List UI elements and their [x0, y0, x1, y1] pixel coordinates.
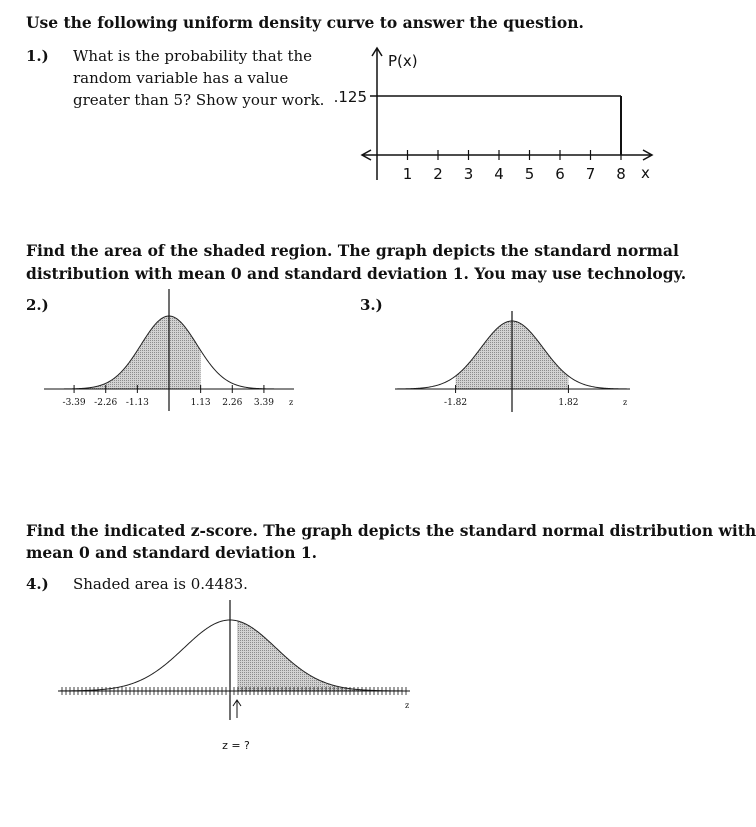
- q2-tick-label: -1.13: [125, 398, 149, 408]
- uniform-x-tick-label: 3: [463, 165, 474, 183]
- uniform-y-label: P(x): [388, 52, 418, 70]
- section2-instruction-line-1: Find the area of the shaded region. The graph depicts the standard normal: [26, 241, 679, 260]
- uniform-x-tick-label: 4: [494, 165, 504, 183]
- question-1-line-3: greater than 5? Show your work.: [73, 91, 325, 109]
- q2-tick-label: 3.39: [253, 398, 274, 408]
- section3-instruction-line-2: mean 0 and standard deviation 1.: [26, 543, 318, 562]
- section2-instruction-line-2: distribution with mean 0 and standard deviation 1. You may use technology.: [26, 264, 687, 283]
- uniform-x-tick-label: 5: [524, 165, 535, 183]
- uniform-y-value-label: .125: [333, 88, 367, 106]
- question-4-number: 4.): [26, 575, 49, 593]
- q2-tick-label: -3.39: [62, 398, 86, 408]
- q3-axis-label: z: [623, 398, 628, 407]
- uniform-x-tick-label: 7: [585, 165, 596, 183]
- q4-normal-curve: [60, 620, 405, 691]
- uniform-x-tick-label: 8: [616, 165, 626, 183]
- uniform-x-tick-label: 2: [433, 165, 443, 183]
- q3-tick-label: -1.82: [444, 398, 468, 408]
- q2-axis-label: z: [289, 398, 294, 407]
- uniform-x-tick-label: 1: [402, 165, 413, 183]
- question-1-number: 1.): [26, 47, 49, 65]
- question-1-line-1: What is the probability that the: [73, 47, 313, 65]
- q2-tick-label: 1.13: [190, 398, 211, 408]
- q4-axis-label: z: [405, 701, 410, 710]
- q2-tick-label: -2.26: [94, 398, 118, 408]
- uniform-x-label: x: [641, 164, 650, 182]
- section3-instruction-line-1: Find the indicated z-score. The graph depicts the standard normal distribution with: [26, 521, 756, 540]
- q2-tick-label: 2.26: [222, 398, 243, 408]
- q3-tick-label: 1.82: [558, 398, 579, 408]
- uniform-x-tick-label: 6: [555, 165, 565, 183]
- question-1-line-2: random variable has a value: [73, 69, 289, 87]
- q4-z-marker-label: z = ?: [222, 739, 250, 752]
- question-2-number: 2.): [26, 296, 49, 314]
- section1-heading: Use the following uniform density curve to answer the question.: [26, 13, 584, 32]
- question-3-number: 3.): [360, 296, 383, 314]
- question-4-text: Shaded area is 0.4483.: [73, 575, 248, 593]
